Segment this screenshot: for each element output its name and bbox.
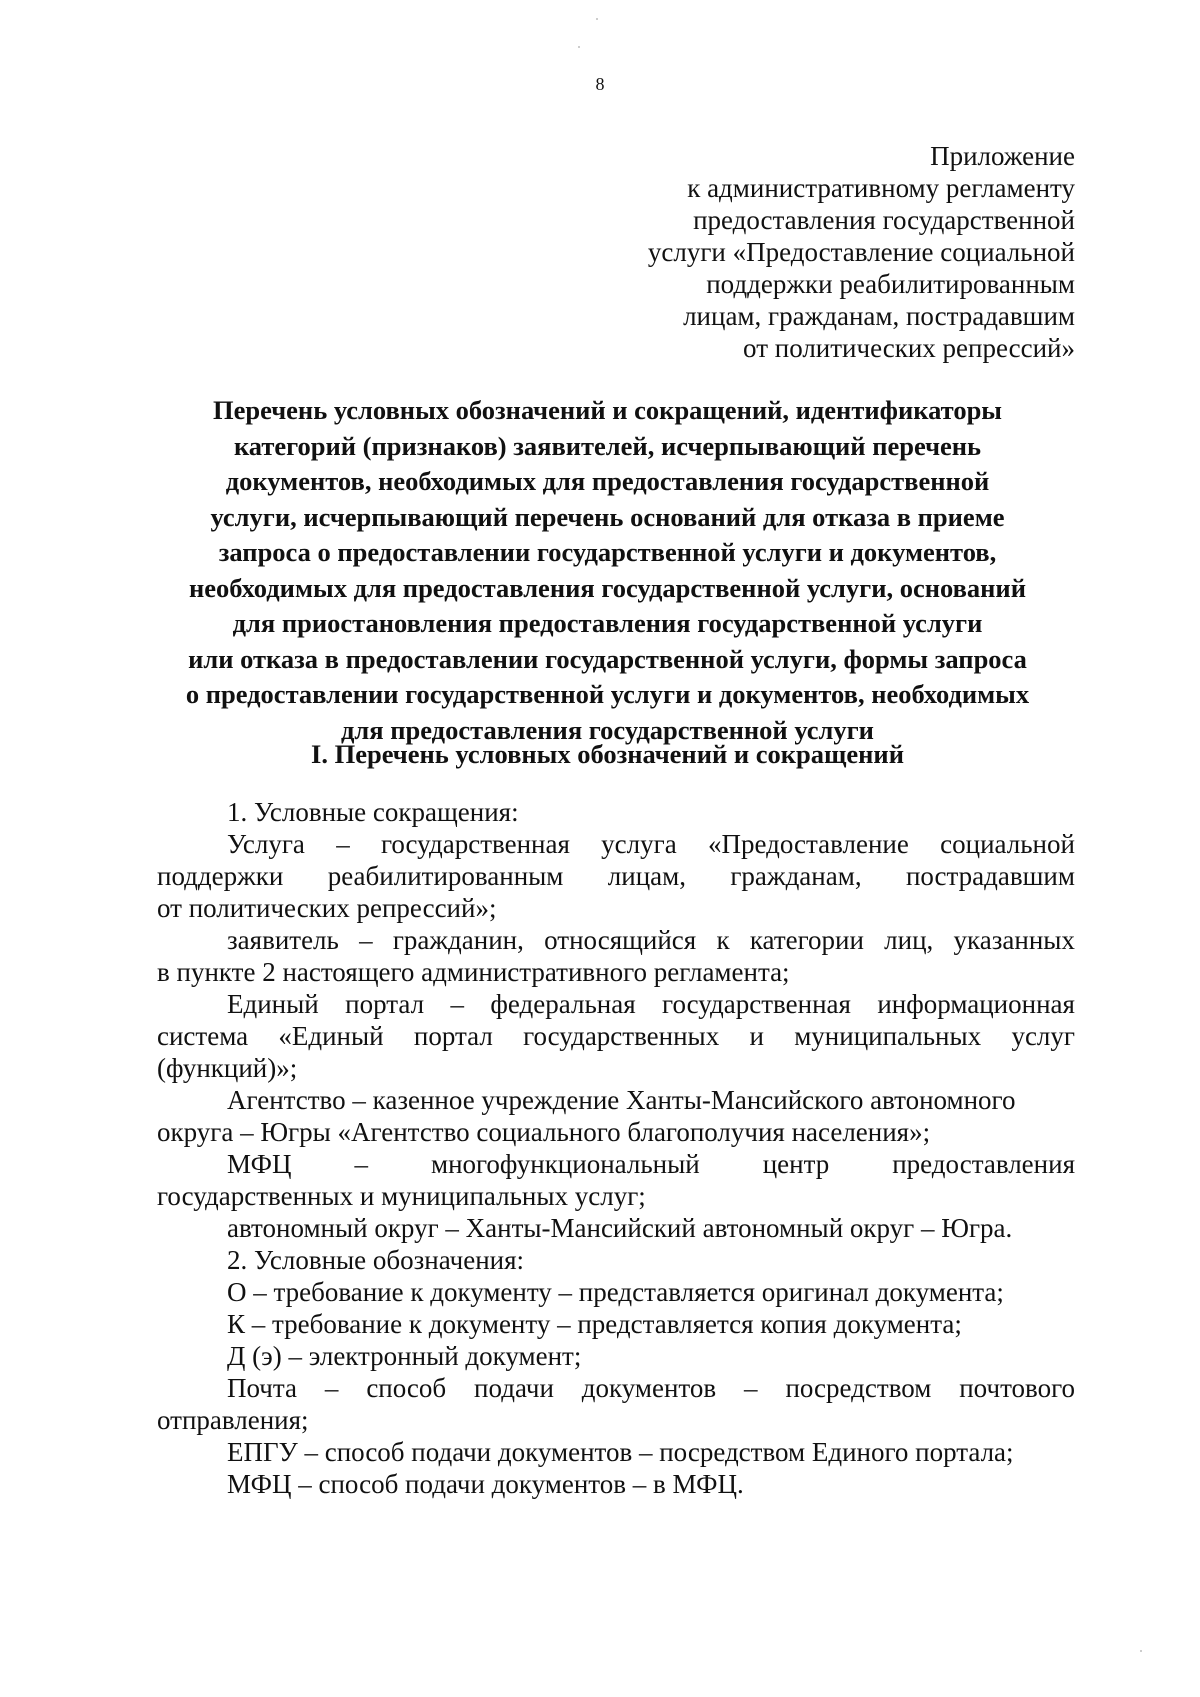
appendix-line: предоставления государственной — [693, 205, 1075, 235]
word: предоставления — [892, 1149, 1075, 1179]
paragraph-portal-line — [157, 988, 1075, 1020]
word: услуга — [601, 829, 677, 859]
word: портал — [413, 1021, 493, 1051]
word: подачи — [474, 1373, 554, 1403]
word: многофункциональный — [430, 1149, 700, 1179]
title-line: Перечень условных обозначений и сокращений, идентификаторы — [213, 395, 1002, 425]
page-number: 8 — [595, 74, 605, 94]
word: Единый — [227, 989, 319, 1019]
title-line: необходимых для предоставления государственной услуги, оснований — [189, 572, 1026, 603]
word: услуг — [1011, 1021, 1075, 1051]
word: поддержки — [157, 861, 284, 891]
paragraph-mfc-line — [157, 1148, 1075, 1180]
document-title — [140, 393, 1075, 748]
word: – — [354, 1149, 368, 1179]
word: указанных — [953, 925, 1075, 955]
word: государственная — [662, 989, 851, 1019]
word: способ — [366, 1373, 447, 1403]
paragraph-mfc-submission: МФЦ – способ подачи документов – в МФЦ. — [227, 1469, 744, 1499]
word: – — [744, 1373, 758, 1403]
word: относящийся — [544, 925, 697, 955]
appendix-header — [455, 140, 1075, 364]
paragraph-zayavitel-line — [157, 924, 1075, 956]
word: посредством — [785, 1373, 932, 1403]
section-heading: I. Перечень условных обозначений и сокращений — [311, 739, 904, 769]
paragraph-abbreviations-intro: 1. Условные сокращения: — [227, 797, 519, 827]
scan-speck — [1140, 1650, 1142, 1652]
title-line: или отказа в предоставлении государственной услуги, формы запроса — [188, 643, 1027, 674]
appendix-line: Приложение — [930, 141, 1075, 171]
paragraph-usluga-line — [157, 860, 1075, 892]
paragraph-mfc-line: государственных и муниципальных услуг; — [157, 1181, 646, 1211]
word: – — [359, 925, 373, 955]
word: к — [716, 925, 730, 955]
word: гражданам, — [730, 861, 862, 891]
word: категории — [749, 925, 864, 955]
title-line: для предоставления государственной услуги — [341, 714, 874, 745]
paragraph-epgu: ЕПГУ – способ подачи документов – посредством Единого портала; — [227, 1437, 1014, 1467]
paragraph-agentstvo-line: округа – Югры «Агентство социального благополучия населения»; — [157, 1117, 931, 1147]
appendix-line: услуги «Предоставление социальной — [647, 237, 1075, 267]
paragraph-zayavitel-line: в пункте 2 настоящего административного регламента; — [157, 957, 790, 987]
paragraph-electronic: Д (э) – электронный документ; — [227, 1341, 582, 1371]
word: центр — [762, 1149, 830, 1179]
word: государственных — [523, 1021, 720, 1051]
word: пострадавшим — [905, 861, 1075, 891]
title-line: о предоставлении государственной услуги и документов, необходимых — [185, 679, 1030, 709]
appendix-line: лицам, гражданам, пострадавшим — [683, 301, 1075, 331]
word: «Предоставление — [707, 829, 909, 859]
paragraph-copy: К – требование к документу – представляется копия документа; — [227, 1309, 962, 1339]
appendix-line: поддержки реабилитированным — [706, 269, 1075, 299]
paragraph-usluga-line — [157, 828, 1075, 860]
word: гражданин, — [392, 925, 524, 955]
word: документов — [581, 1373, 717, 1403]
title-line: документов, необходимых для предоставления государственной — [225, 466, 990, 496]
word: информационная — [877, 989, 1075, 1019]
appendix-line: от политических репрессий» — [743, 333, 1075, 363]
word: почтового — [959, 1373, 1075, 1403]
appendix-line: к административному регламенту — [687, 173, 1075, 203]
word: «Единый — [278, 1021, 384, 1051]
word: Почта — [227, 1373, 297, 1403]
paragraph-pochta-line — [157, 1372, 1075, 1404]
word: социальной — [940, 829, 1075, 859]
word: – — [450, 989, 464, 1019]
paragraph-usluga-line: от политических репрессий»; — [157, 893, 497, 923]
paragraph-agentstvo-line: Агентство – казенное учреждение Ханты-Мансийского автономного — [227, 1085, 1016, 1115]
paragraph-pochta-line: отправления; — [157, 1405, 309, 1435]
word: МФЦ — [227, 1149, 292, 1179]
title-line: категорий (признаков) заявителей, исчерпывающий перечень — [233, 430, 982, 461]
word: система — [157, 1021, 249, 1051]
word: государственная — [380, 829, 570, 859]
word: федеральная — [490, 989, 636, 1019]
word: и — [749, 1021, 764, 1051]
paragraph-designations-intro: 2. Условные обозначения: — [227, 1245, 525, 1275]
title-line: для приостановления предоставления государственной услуги — [232, 608, 983, 638]
word: – — [336, 829, 350, 859]
word: – — [324, 1373, 339, 1403]
word: лиц, — [884, 925, 934, 955]
word: заявитель — [227, 925, 339, 955]
word: лицам, — [607, 861, 686, 891]
scan-speck — [578, 46, 580, 48]
title-line: услуги, исчерпывающий перечень оснований для отказа в приеме — [210, 501, 1005, 532]
word: портал — [345, 989, 425, 1019]
paragraph-portal-line — [157, 1020, 1075, 1052]
paragraph-okrug: автономный округ – Ханты-Мансийский автономный округ – Югра. — [227, 1213, 1013, 1243]
paragraph-portal-line: (функций)»; — [157, 1053, 298, 1083]
document-body — [157, 796, 1075, 1500]
title-line: запроса о предоставлении государственной услуги и документов, — [218, 537, 997, 567]
scan-speck — [596, 18, 598, 20]
word: Услуга — [227, 829, 305, 859]
word: реабилитированным — [327, 861, 564, 891]
word: муниципальных — [794, 1021, 982, 1051]
paragraph-original: О – требование к документу – представляется оригинал документа; — [227, 1277, 1004, 1307]
